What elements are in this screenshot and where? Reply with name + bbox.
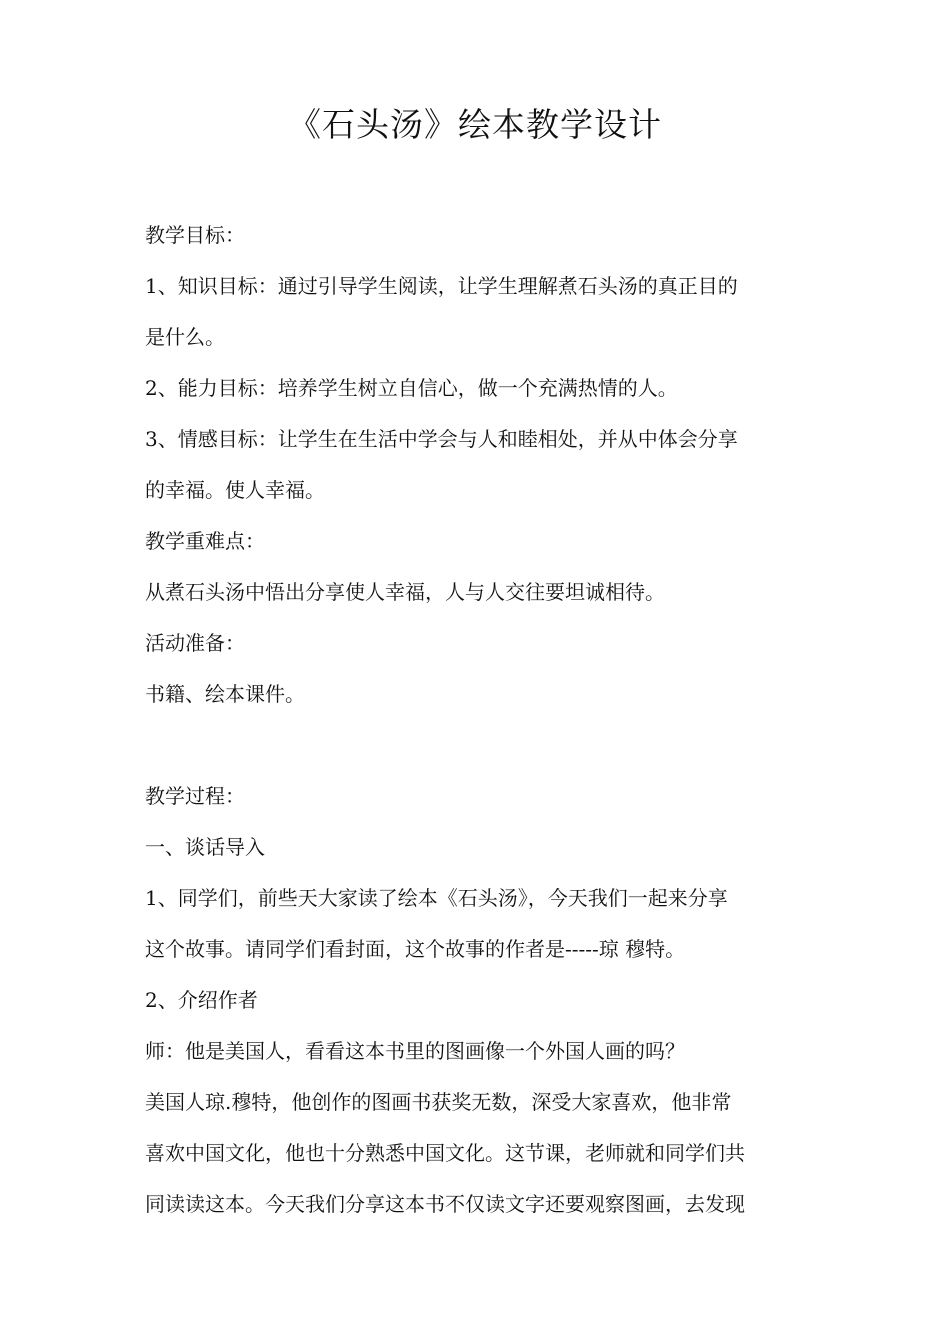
paragraph-line: 美国人琼.穆特，他创作的图画书获奖无数，深受大家喜欢，他非常 [145, 1090, 732, 1114]
paragraph-line: 3、情感目标：让学生在生活中学会与人和睦相处，并从中体会分享 [145, 427, 738, 451]
paragraph-line: 这个故事。请同学们看封面，这个故事的作者是-----琼 穆特。 [145, 937, 686, 961]
section-heading-preparation: 活动准备： [145, 631, 245, 655]
paragraph-line: 同读读这本。今天我们分享这本书不仅读文字还要观察图画，去发现 [145, 1192, 745, 1216]
paragraph-line: 师：他是美国人，看看这本书里的图画像一个外国人画的吗？ [145, 1039, 685, 1063]
paragraph-line: 1、知识目标：通过引导学生阅读，让学生理解煮石头汤的真正目的 [145, 274, 738, 298]
paragraph-line: 2、能力目标：培养学生树立自信心，做一个充满热情的人。 [145, 376, 678, 400]
blank-line [145, 720, 813, 771]
paragraph-line: 从煮石头汤中悟出分享使人幸福，人与人交往要坦诚相待。 [145, 580, 665, 604]
paragraph-line: 喜欢中国文化，他也十分熟悉中国文化。这节课，老师就和同学们共 [145, 1141, 745, 1165]
paragraph-line: 1、同学们，前些天大家读了绘本《石头汤》，今天我们一起来分享 [145, 886, 728, 910]
paragraph-line: 的幸福。使人幸福。 [145, 478, 325, 502]
paragraph-line: 书籍、绘本课件。 [145, 682, 305, 706]
document-body [145, 210, 813, 1230]
section-heading-teaching-goals: 教学目标： [145, 223, 245, 247]
section-heading-teaching-process: 教学过程： [145, 784, 245, 808]
subsection-heading: 2、介绍作者 [145, 988, 258, 1012]
paragraph-line: 是什么。 [145, 325, 225, 349]
document-title: 《石头汤》绘本教学设计 [288, 105, 662, 144]
subsection-heading: 一、谈话导入 [145, 835, 265, 859]
section-heading-key-points: 教学重难点： [145, 529, 265, 553]
